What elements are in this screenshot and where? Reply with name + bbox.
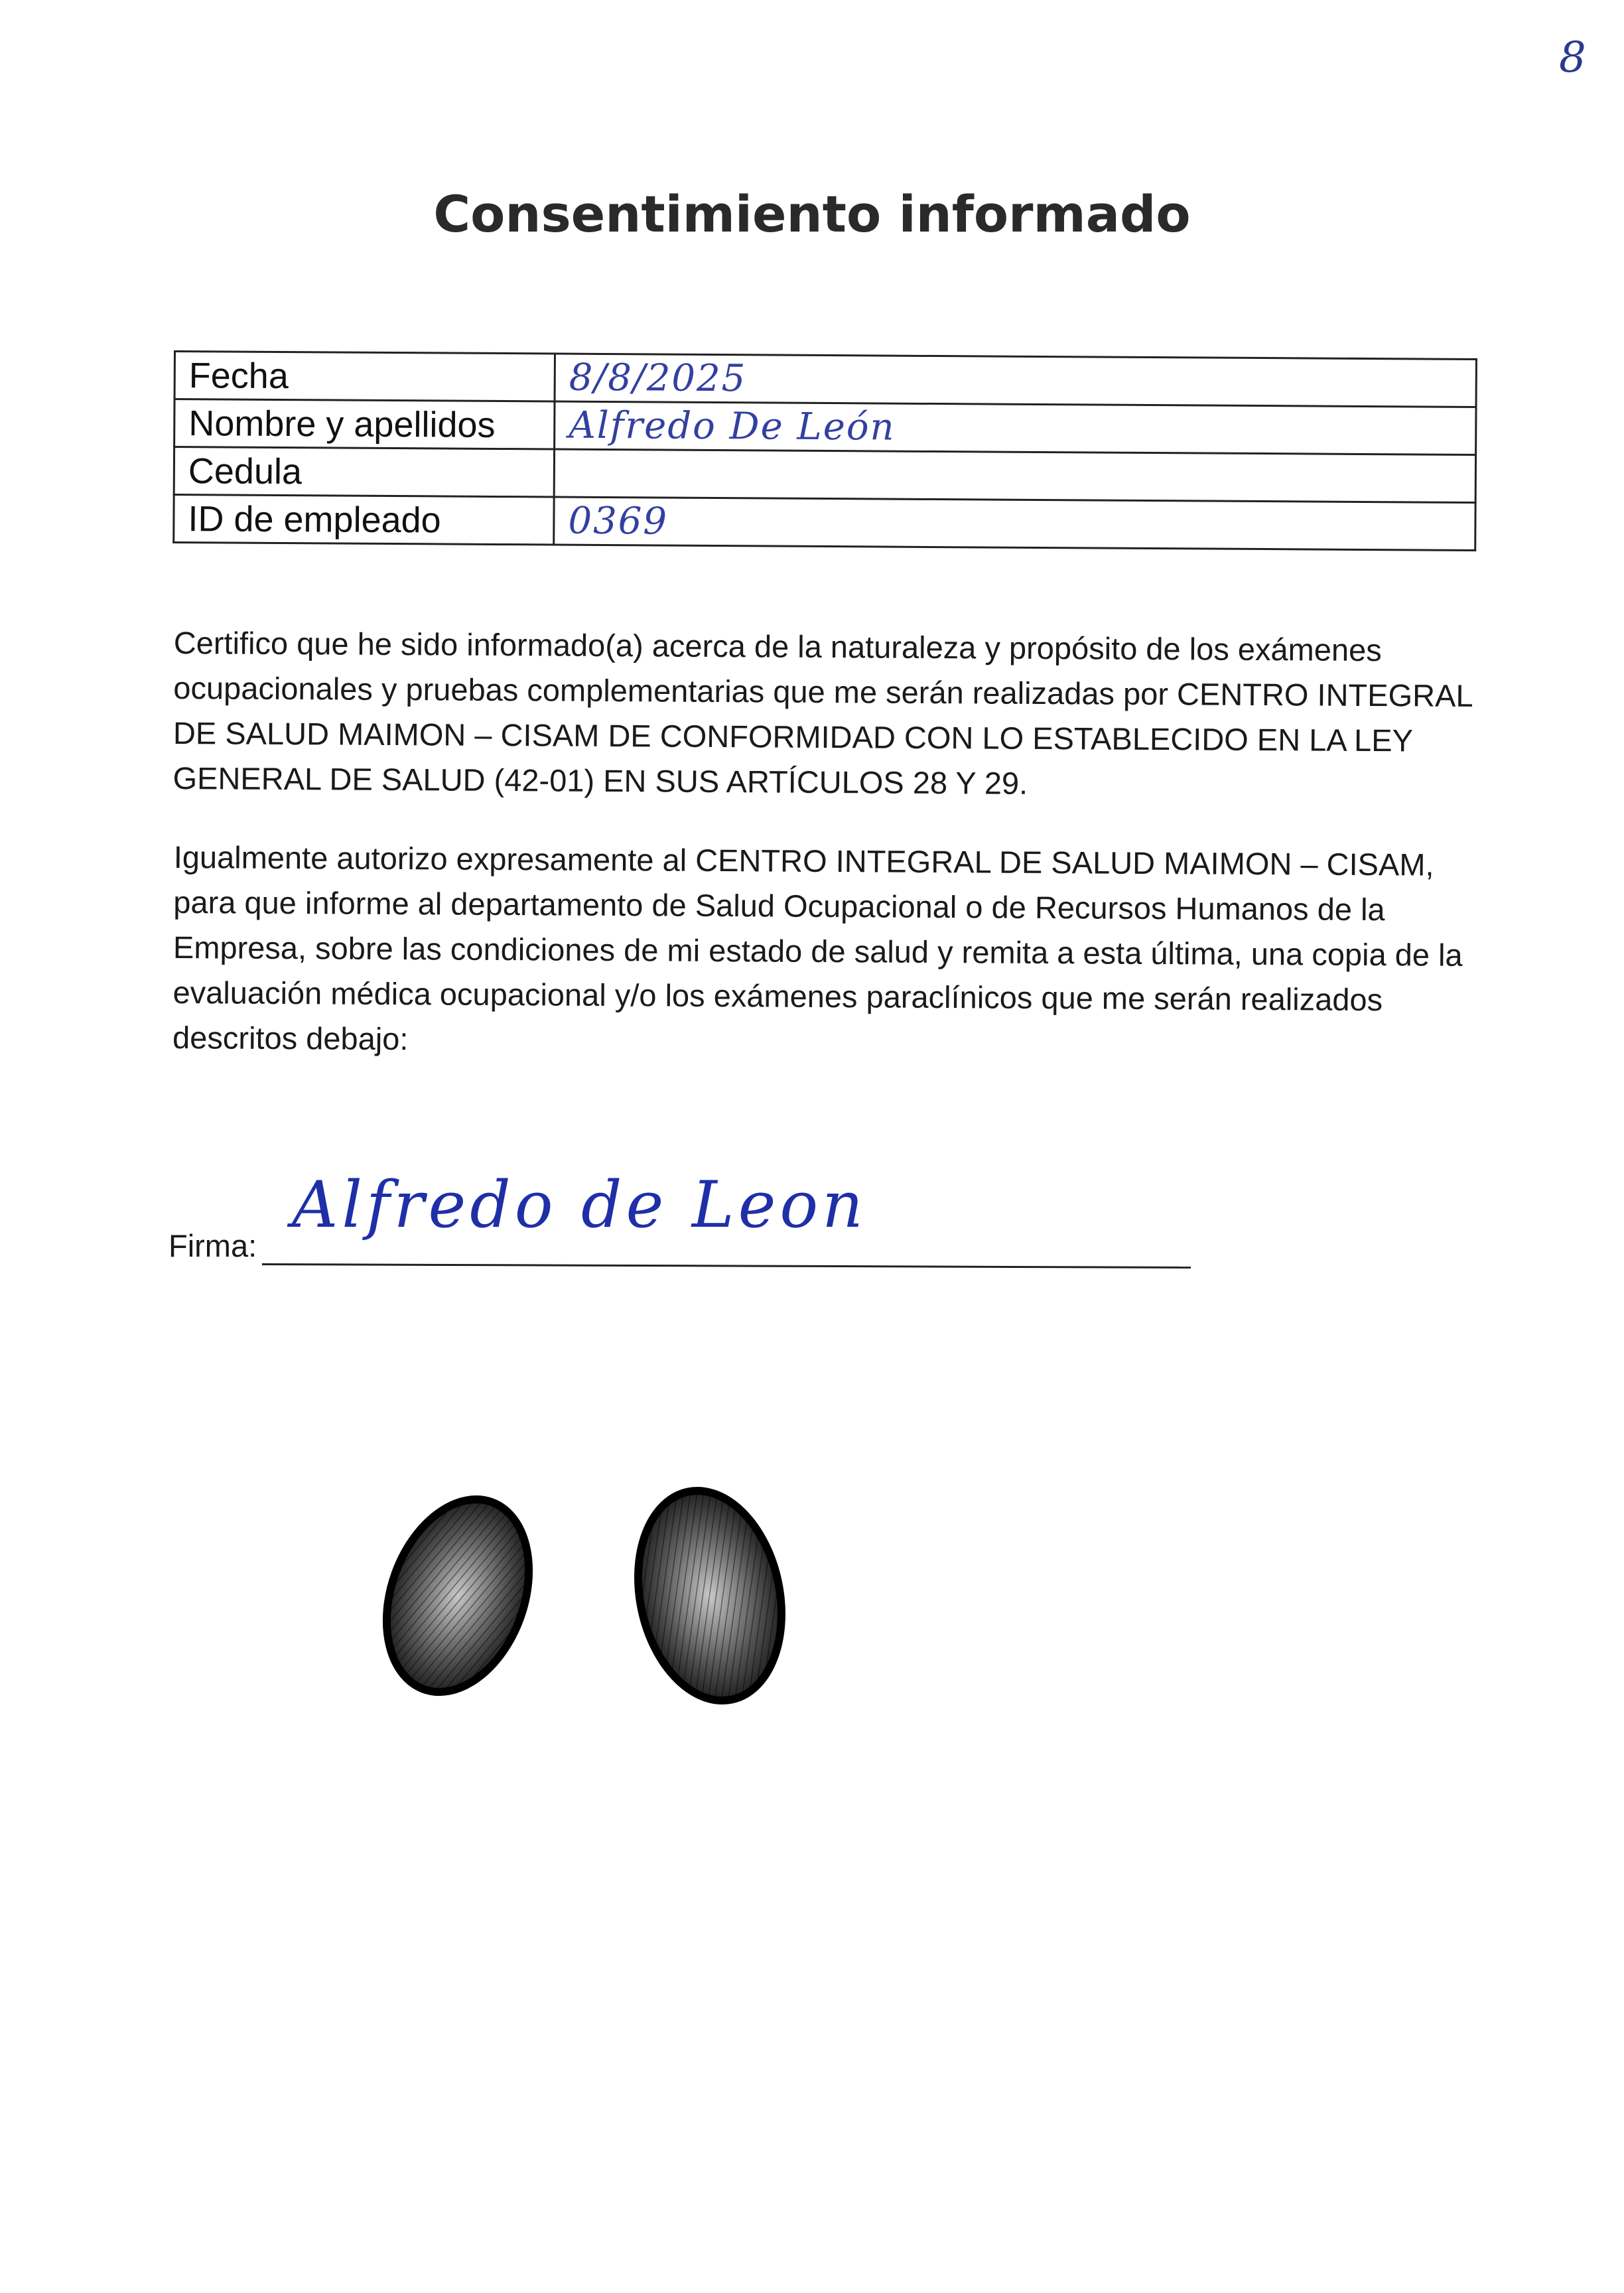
table-row-id-empleado	[174, 495, 1475, 551]
nombre-value: Alfredo De León	[555, 401, 1476, 454]
firma-label: Firma:	[169, 1228, 257, 1263]
consent-paragraph-1: Certifico que he sido informado(a) acerca de la naturaleza y propósito de los exámenes ocupacionales y pruebas complementarias que me serán realizadas por CENTRO INTEGRAL DE SALUD MAIMON – CISAM DE CONFORMIDAD CON LO ESTABLECIDO EN LA LEY GENERAL DE SALUD (42-01) EN SUS ARTÍCULOS 28 Y 29.	[172, 624, 1472, 801]
table-row-cedula	[174, 447, 1475, 503]
fecha-value: 8/8/2025	[555, 354, 1476, 407]
info-table	[172, 350, 1477, 551]
id-empleado-label: ID de empleado	[174, 495, 554, 545]
handwritten-signature: Alfredo de Leon	[292, 1168, 867, 1242]
consent-paragraph-2: Igualmente autorizo expresamente al CENTRO INTEGRAL DE SALUD MAIMON – CISAM, para que informe al departamento de Salud Ocupacional o de Recursos Humanos de la Empresa, sobre las condiciones de mi estado de salud y remita a esta última, una copia de la evaluación médica ocupacional y/o los exámenes paraclínicos que me serán realizados descritos debajo:	[172, 839, 1463, 1057]
page-number: 8	[1559, 33, 1586, 82]
nombre-label: Nombre y apellidos	[174, 399, 555, 449]
cedula-label: Cedula	[174, 447, 554, 497]
fecha-label: Fecha	[174, 352, 555, 401]
page-title: Consentimiento informado	[433, 184, 1191, 243]
id-empleado-value: 0369	[554, 497, 1475, 550]
fingerprint-right	[620, 1478, 800, 1714]
table-row-nombre	[174, 399, 1476, 455]
fingerprints	[358, 1473, 823, 1725]
table-row-fecha	[174, 352, 1476, 407]
fingerprint-left	[362, 1480, 555, 1712]
signature-line	[262, 1263, 1191, 1269]
cedula-value	[554, 449, 1475, 502]
